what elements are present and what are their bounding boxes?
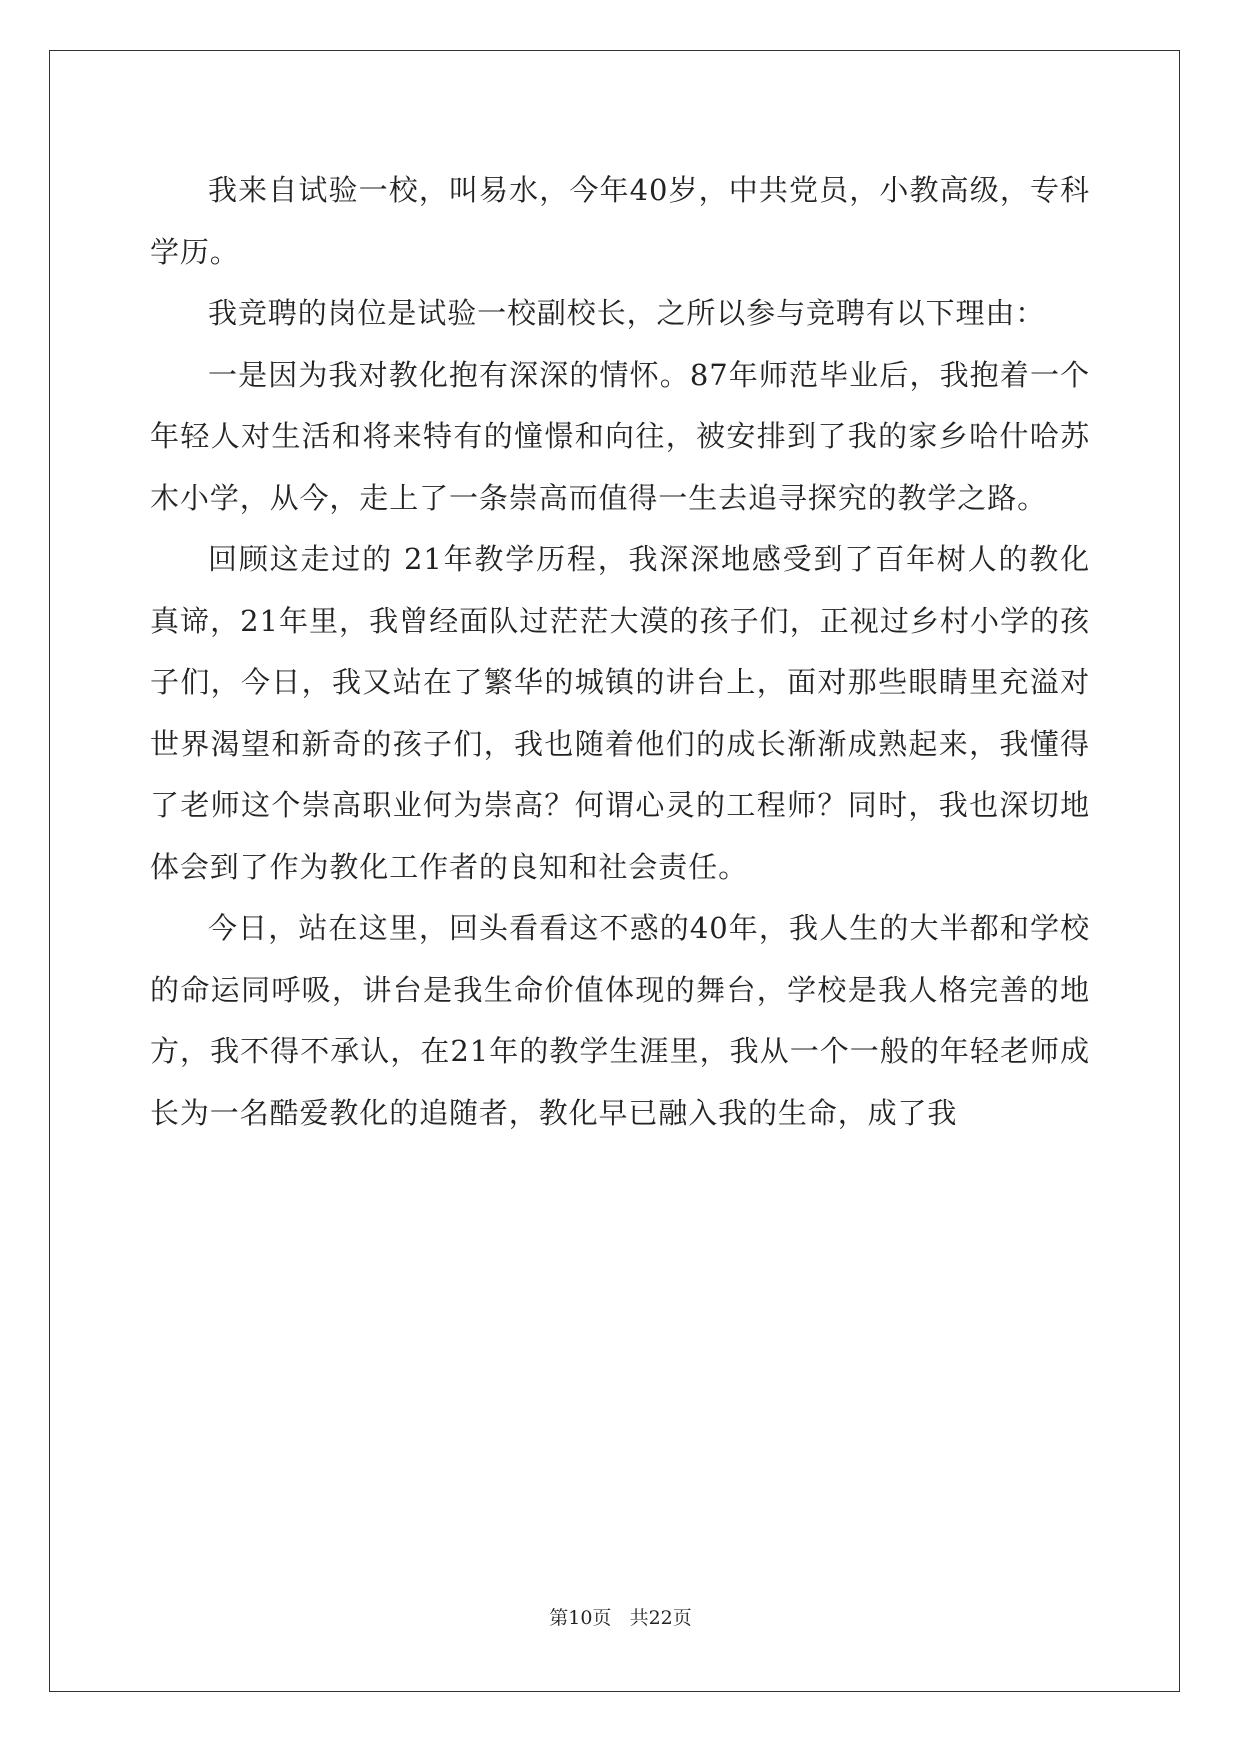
paragraph-today: 今日，站在这里，回头看看这不惑的40年，我人生的大半都和学校的命运同呼吸，讲台是我生命价值体现的舞台，学校是我人格完善的地方，我不得不承认，在21年的教学生涯里，我从一个一般的年轻老师成长为一名酷爱教化的追随者，教化早已融入我的生命，成了我	[150, 911, 1090, 1130]
page-footer	[0, 1603, 1241, 1630]
document-body	[150, 160, 1090, 1144]
page-number: 第10页	[549, 1607, 612, 1629]
paragraph-position: 我竞聘的岗位是试验一校副校长，之所以参与竞聘有以下理由：	[208, 296, 1046, 330]
paragraph-intro: 我来自试验一校，叫易水，今年40岁，中共党员，小教高级，专科学历。	[150, 173, 1090, 269]
paragraph-reason-one: 一是因为我对教化抱有深深的情怀。87年师范毕业后，我抱着一个年轻人对生活和将来特有的憧憬和向往，被安排到了我的家乡哈什哈苏木小学，从今，走上了一条崇高而值得一生去追寻探究的教学之路。	[150, 357, 1090, 515]
paragraph-review: 回顾这走过的 21年教学历程，我深深地感受到了百年树人的教化真谛，21年里，我曾经面队过茫茫大漠的孩子们，正视过乡村小学的孩子们，今日，我又站在了繁华的城镇的讲台上，面对那些眼睛里充溢对世界渴望和新奇的孩子们，我也随着他们的成长渐渐成熟起来，我懂得了老师这个崇高职业何为崇高？何谓心灵的工程师？同时，我也深切地体会到了作为教化工作者的良知和社会责任。	[150, 542, 1090, 884]
page-total: 共22页	[629, 1607, 692, 1629]
